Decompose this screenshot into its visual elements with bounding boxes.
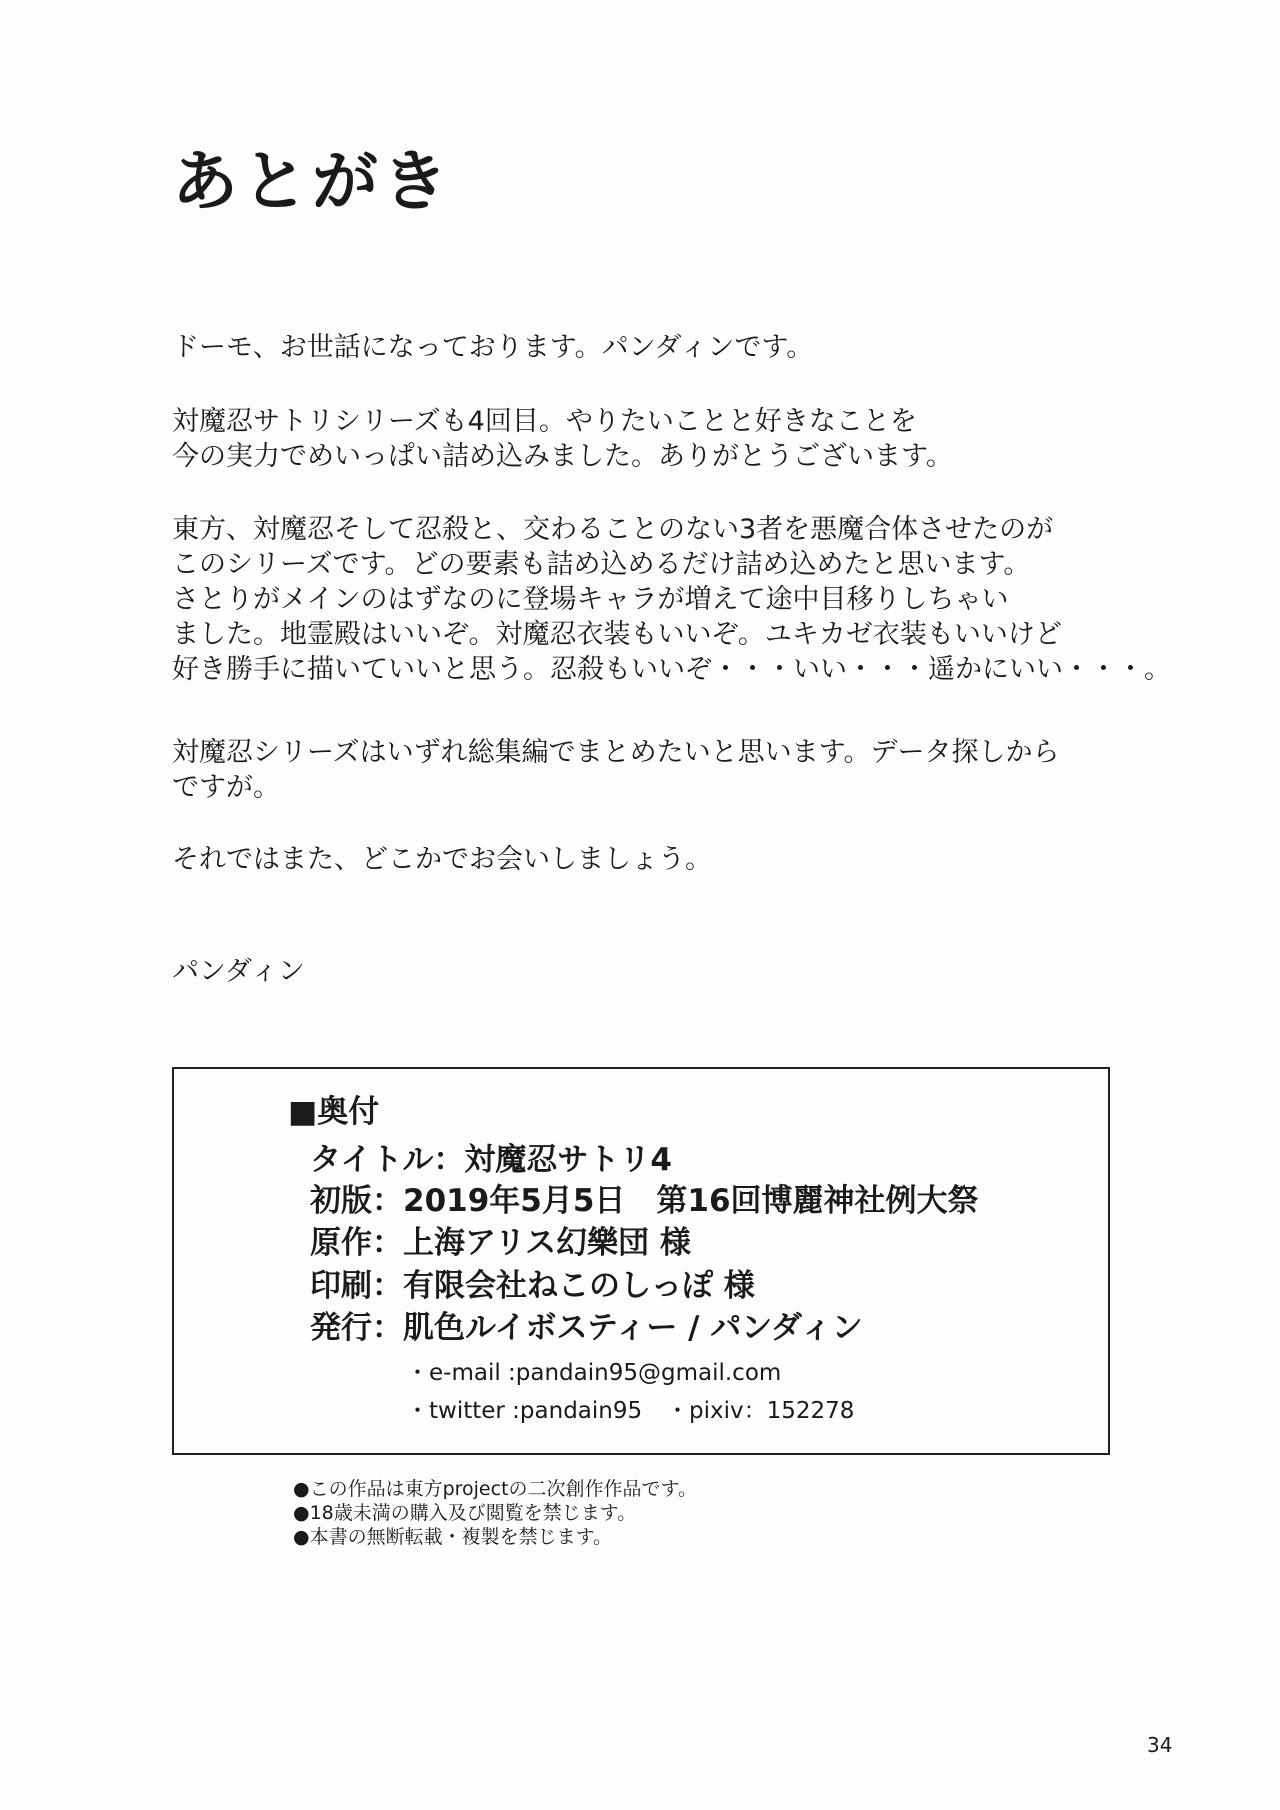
paragraph-series: 対魔忍サトリシリーズも4回目。やりたいことと好きなことを 今の実力でめいっぱい詰め込みました。ありがとうございます。 bbox=[172, 406, 953, 472]
colophon-printer-row: 印刷：有限会社ねこのしっぽ 様 bbox=[310, 1268, 755, 1304]
colophon-original-work-row: 原作：上海アリス幻樂団 様 bbox=[310, 1225, 691, 1261]
contact-twitter: ・twitter :pandain95 bbox=[406, 1398, 643, 1424]
page-number: 34 bbox=[1147, 1733, 1173, 1757]
note-derivative-work: ●この作品は東方projectの二次創作作品です。 bbox=[293, 1478, 698, 1500]
legal-notes bbox=[293, 1477, 697, 1549]
page-title: あとがき bbox=[172, 142, 452, 220]
paragraph-crossover: 東方、対魔忍そして忍殺と、交わることのない3者を悪魔合体させたのが このシリーズです。どの要素も詰め込めるだけ詰め込めたと思います。 さとりがメインのはずなのに登場キャラが増えて途中目移りしちゃい ました。地霊殿はいいぞ。対魔忍衣装もいいぞ。ユキカゼ衣装もいいけど 好き勝手に描いていいと思う。忍殺もいいぞ・・・いい・・・遥かにいい・・・。 bbox=[172, 514, 1171, 685]
note-no-reproduction: ●本書の無断転載・複製を禁じます。 bbox=[293, 1526, 613, 1548]
contact-pixiv: ・pixiv：152278 bbox=[666, 1398, 855, 1424]
paragraph-compilation: 対魔忍シリーズはいずれ総集編でまとめたいと思います。データ探しから ですが。 bbox=[172, 737, 1060, 803]
paragraph-farewell: それではまた、どこかでお会いしましょう。 bbox=[172, 844, 712, 875]
colophon-box bbox=[172, 1067, 1110, 1455]
colophon-publisher-row: 発行：肌色ルイボスティー / パンダィン bbox=[310, 1310, 863, 1346]
author-signature: パンダィン bbox=[172, 956, 305, 987]
colophon-title-row: タイトル：対魔忍サトリ4 bbox=[310, 1142, 672, 1178]
colophon-first-edition-row: 初版：2019年5月5日 第16回博麗神社例大祭 bbox=[310, 1183, 979, 1219]
colophon-heading: ■奥付 bbox=[288, 1094, 380, 1130]
note-age-restriction: ●18歳未満の購入及び閲覧を禁じます。 bbox=[293, 1502, 637, 1524]
paragraph-greeting: ドーモ、お世話になっております。パンダィンです。 bbox=[172, 332, 814, 363]
contact-email: ・e-mail :pandain95@gmail.com bbox=[406, 1360, 782, 1386]
